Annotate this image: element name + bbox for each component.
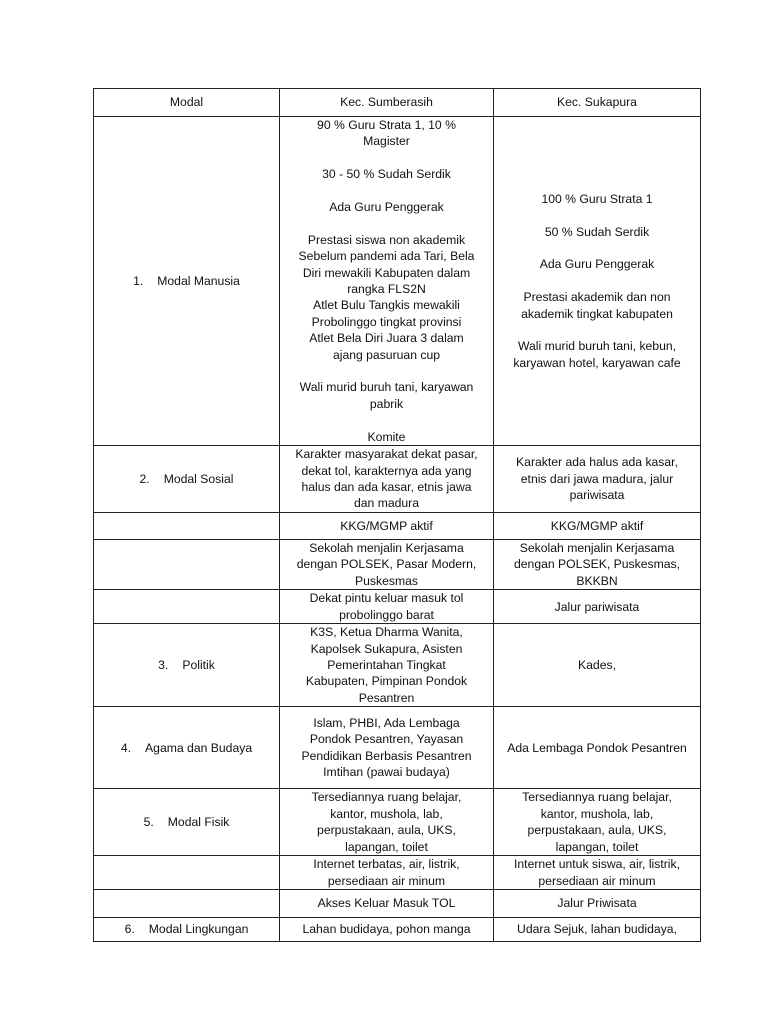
cell-line: Tersediannya ruang belajar, [311,790,462,805]
cell-line: KKG/MGMP aktif [340,518,433,533]
table-row [94,117,701,446]
row-label-modal-fisik [94,789,280,856]
cell-sumberasih [280,707,494,789]
row-number: 6. [124,922,135,937]
cell-line: Atlet Bulu Tangkis mewakili [313,298,460,313]
cell-line: rangka FLS2N [347,282,426,297]
cell-sumberasih [280,590,494,624]
cell-line: dekat tol, karakternya ada yang [301,463,472,478]
cell-sumberasih [280,117,494,446]
cell-line: Komite [367,429,406,444]
cell-line: Diri mewakili Kabupaten dalam [302,265,471,280]
cell-line: Pendidikan Berbasis Pesantren [301,748,472,763]
header-kec-sumberasih: Kec. Sumberasih [280,89,494,117]
cell-line: Lahan budidaya, pohon manga [302,922,471,937]
cell-line: Akses Keluar Masuk TOL [317,896,456,911]
cell-line: kantor, mushola, lab, [330,806,443,821]
cell-line: Karakter ada halus ada kasar, [516,455,678,470]
header-kec-sukapura: Kec. Sukapura [494,89,701,117]
cell-line: Islam, PHBI, Ada Lembaga [313,715,460,730]
row-number: 2. [139,471,150,486]
table-row [94,918,701,942]
cell-line: perpustakaan, aula, UKS, [527,823,667,838]
row-label-agama-dan-budaya [94,707,280,789]
cell-line: kantor, mushola, lab, [540,806,654,821]
cell-line: Sebelum pandemi ada Tari, Bela [298,249,475,264]
cell-line: Ada Lembaga Pondok Pesantren [507,740,687,755]
cell-line: ajang pasuruan cup [332,347,441,362]
cell-line: BKKBN [576,573,618,588]
cell-line: Wali murid buruh tani, kebun, [517,339,677,354]
cell-sumberasih [280,513,494,540]
cell-line: Ada Guru Penggerak [329,200,444,214]
row-label-modal-sosial [94,446,280,513]
cell-line: probolinggo barat [339,607,434,622]
cell-sukapura [494,117,701,446]
cell-line: lapangan, toilet [555,839,639,854]
row-number: 3. [158,658,169,673]
cell-line: persediaan air minum [327,873,446,888]
cell-sumberasih [280,789,494,856]
cell-sumberasih [280,890,494,918]
cell-line: etnis dari jawa madura, jalur [520,471,674,486]
cell-sumberasih [280,918,494,942]
row-label: Politik [182,658,215,673]
table-row [94,446,701,513]
table-row [94,540,701,590]
cell-line: Sekolah menjalin Kerjasama [519,541,675,556]
table-row [94,590,701,624]
cell-line: pariwisata [569,488,625,503]
table-row [94,624,701,707]
row-label-modal-manusia [94,117,280,446]
cell-sukapura [494,446,701,513]
cell-sukapura [494,707,701,789]
row-label-politik [94,624,280,707]
row-label-empty [94,856,280,890]
modal-comparison-table [93,88,701,942]
table-row [94,789,701,856]
cell-line: Imtihan (pawai budaya) [323,765,450,780]
table-header-row [94,89,701,117]
cell-line: Prestasi akademik dan non [523,290,671,305]
row-label: Modal Manusia [157,273,240,288]
table-row [94,856,701,890]
cell-line: 50 % Sudah Serdik [544,224,650,239]
row-label: Agama dan Budaya [145,740,253,755]
cell-sukapura [494,890,701,918]
header-modal: Modal [94,89,280,117]
cell-line: akademik tingkat kabupaten [521,306,673,321]
table-row [94,707,701,789]
row-label: Modal Lingkungan [148,922,249,937]
cell-line: Probolinggo tingkat provinsi [311,314,462,329]
row-label-empty [94,890,280,918]
cell-line: Pemerintahan Tingkat [327,658,446,673]
cell-line: persediaan air minum [538,873,656,888]
cell-line: Sekolah menjalin Kerjasama [309,541,464,556]
cell-line: halus dan ada kasar, etnis jawa [301,480,472,495]
cell-line: dengan POLSEK, Pasar Modern, [296,557,477,572]
cell-line: Kapolsek Sukapura, Asisten [310,641,463,656]
row-label-empty [94,540,280,590]
cell-line: Internet untuk siswa, air, listrik, [514,857,680,872]
row-number: 1. [133,273,144,288]
cell-sumberasih [280,540,494,590]
cell-line: 90 % Guru Strata 1, 10 % [317,118,456,132]
cell-sukapura [494,590,701,624]
cell-line: Ada Guru Penggerak [539,257,655,272]
cell-sukapura [494,540,701,590]
cell-line: Puskesmas [355,573,418,588]
cell-line: dan madura [353,496,420,511]
cell-line: K3S, Ketua Dharma Wanita, [310,625,463,640]
row-label: Modal Sosial [163,471,234,486]
cell-line: Kades, [578,658,616,673]
cell-sukapura [494,918,701,942]
cell-line: Dekat pintu keluar masuk tol [309,591,464,606]
row-label-empty [94,513,280,540]
row-label-modal-lingkungan [94,918,280,942]
table-row [94,890,701,918]
cell-line: lapangan, toilet [345,839,428,854]
table-row [94,513,701,540]
cell-line: Udara Sejuk, lahan budidaya, [517,922,677,937]
cell-line: Pondok Pesantren, Yayasan [309,732,464,747]
cell-sukapura [494,624,701,707]
cell-line: Internet terbatas, air, listrik, [313,857,460,872]
cell-sumberasih [280,624,494,707]
cell-line: 30 - 50 % Sudah Serdik [322,167,451,182]
cell-line: Jalur Priwisata [557,896,637,911]
cell-line: Prestasi siswa non akademik [307,232,466,247]
cell-line: karyawan hotel, karyawan cafe [513,355,681,370]
cell-line: KKG/MGMP aktif [550,518,644,533]
cell-line: Magister [363,134,410,149]
cell-line: Jalur pariwisata [554,599,640,614]
cell-sukapura [494,789,701,856]
cell-line: 100 % Guru Strata 1 [541,191,653,206]
row-number: 5. [143,815,154,830]
row-number: 4. [120,740,132,755]
cell-line: Tersediannya ruang belajar, [522,790,672,805]
row-label: Modal Fisik [167,815,230,830]
cell-line: Kabupaten, Pimpinan Pondok [305,674,468,689]
cell-line: Pesantren [358,690,415,705]
cell-line: pabrik [369,396,404,411]
cell-line: perpustakaan, aula, UKS, [317,823,456,838]
cell-sumberasih [280,446,494,513]
cell-line: Wali murid buruh tani, karyawan [299,380,474,395]
cell-sukapura [494,856,701,890]
cell-line: Karakter masyarakat dekat pasar, [295,447,478,462]
cell-sumberasih [280,856,494,890]
cell-sukapura [494,513,701,540]
cell-line: Atlet Bela Diri Juara 3 dalam [309,331,464,346]
cell-line: dengan POLSEK, Puskesmas, [514,557,680,572]
row-label-empty [94,590,280,624]
